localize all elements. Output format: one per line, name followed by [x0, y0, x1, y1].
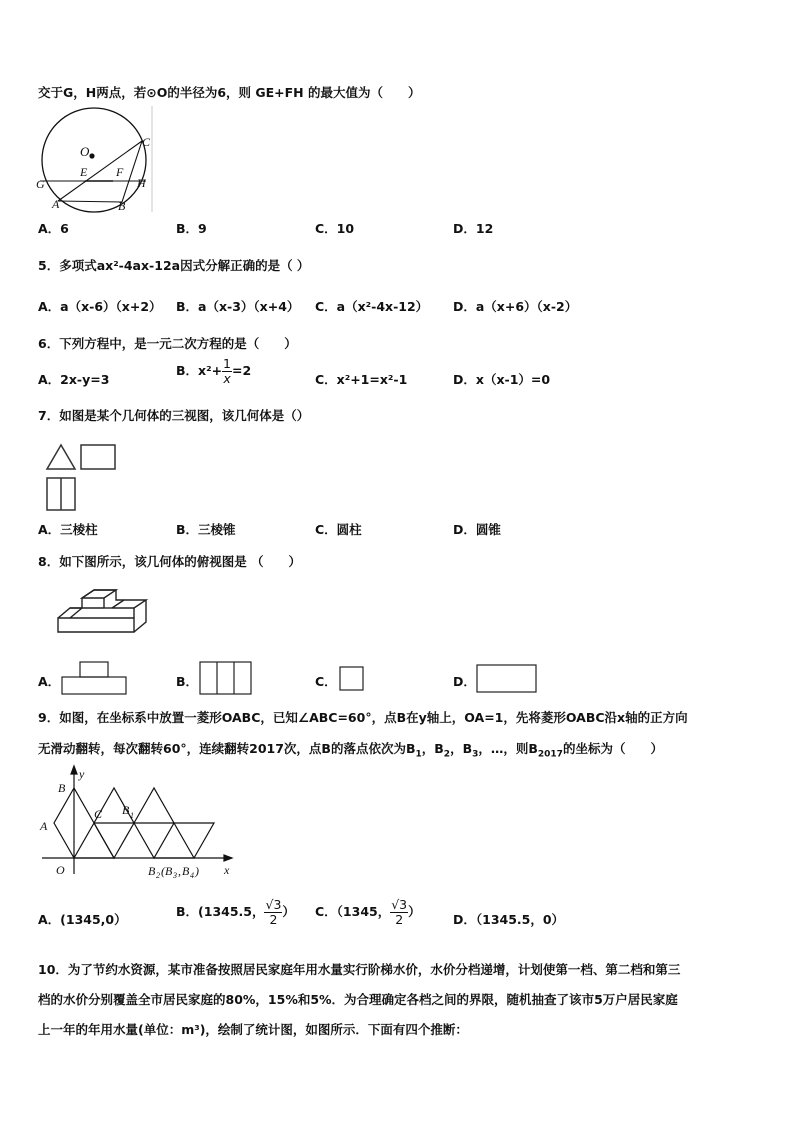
q6-option-a[interactable]: A．2x-y=3 — [38, 372, 110, 387]
q5-option-a[interactable]: A．a（x-6）（x+2） — [38, 299, 162, 314]
q5-stem: 5．多项式ax²-4ax-12a因式分解正确的是（ ） — [38, 258, 310, 273]
q9-stem-part: ，B — [450, 741, 473, 756]
fraction-denominator: x — [223, 370, 231, 386]
q9-stem-part: ，B — [421, 741, 444, 756]
fraction-numerator: 1 — [223, 356, 231, 371]
q9-stem-part: 的坐标为（ ） — [562, 741, 663, 756]
label-F: F — [116, 165, 124, 179]
q9-stem-part: 无滑动翻转，每次翻转60°，连续翻转2017次，点B的落点依次为B — [38, 741, 416, 756]
q7-option-d[interactable]: D．圆锥 — [453, 522, 501, 537]
q9-option-b-pre: B．(1345.5， — [176, 903, 265, 919]
label-C: C — [142, 135, 151, 149]
label-B1: B — [122, 803, 130, 817]
q6-option-b[interactable] — [176, 357, 251, 386]
label-C: C — [94, 807, 103, 821]
label-A: A — [52, 197, 60, 211]
label-B2-sub: 2 — [156, 871, 160, 880]
label-H: H — [137, 176, 146, 190]
q9-option-c-pre: C．（1345， — [315, 903, 391, 919]
q9-option-c-post: ） — [408, 903, 421, 919]
label-G: G — [36, 177, 45, 191]
q6-option-b-post: =2 — [232, 362, 252, 378]
label-B: B — [118, 199, 126, 213]
q8-option-d-label[interactable]: D． — [453, 674, 476, 689]
label-A: A — [40, 819, 48, 833]
q8-option-c-label[interactable]: C． — [315, 674, 337, 689]
q8-option-a-figure[interactable] — [60, 660, 128, 696]
q9-option-a[interactable]: A．(1345,0） — [38, 912, 127, 927]
fraction-denominator: 2 — [395, 911, 404, 927]
q8-option-b-label[interactable]: B． — [176, 674, 199, 689]
q10-line1: 10．为了节约水资源，某市准备按照居民家庭年用水量实行阶梯水价，水价分档递增，计划使第一档、第二档和第三 — [38, 962, 681, 977]
q4-stem: 交于G，H两点，若⊙O的半径为6，则 GE+FH 的最大值为（ ） — [38, 85, 421, 100]
svg-text:): ) — [195, 864, 199, 878]
q6-option-c[interactable]: C．x²+1=x²-1 — [315, 372, 408, 387]
q4-option-d[interactable]: D．12 — [453, 221, 494, 236]
sub-2: 2 — [443, 749, 451, 760]
label-B: B — [58, 781, 66, 795]
label-B4: B — [182, 864, 190, 878]
fraction-numerator: √3 — [265, 897, 282, 912]
svg-text:,: , — [178, 864, 181, 878]
q8-solid-figure — [56, 588, 156, 636]
q6-stem: 6．下列方程中，是一元二次方程的是（ ） — [38, 336, 297, 351]
q9-stem-part: ，…，则B — [478, 741, 538, 756]
q9-option-b-post: ） — [282, 903, 295, 919]
fraction-numerator: √3 — [391, 897, 408, 912]
sub-3: 3 — [472, 749, 479, 760]
q6-option-b-pre: B．x²+ — [176, 362, 223, 378]
label-B2: B — [148, 864, 156, 878]
fraction-denominator: 2 — [269, 911, 278, 927]
label-E: E — [80, 165, 88, 179]
q9-option-d[interactable]: D．（1345.5，0） — [453, 912, 565, 927]
q4-circle-figure — [36, 104, 156, 214]
q8-stem: 8．如下图所示，该几何体的俯视图是 （ ） — [38, 554, 302, 569]
q9-stem-line1: 9．如图，在坐标系中放置一菱形OABC，已知∠ABC=60°，点B在y轴上，OA=1，先将菱形OABC沿x轴的正方向 — [38, 710, 688, 725]
q5-option-b[interactable]: B．a（x-3）（x+4） — [176, 299, 300, 314]
q5-option-c[interactable]: C．a（x²-4x-12） — [315, 299, 429, 314]
q7-option-c[interactable]: C．圆柱 — [315, 522, 362, 537]
q7-three-views-figure — [44, 442, 120, 514]
q9-option-c[interactable] — [315, 898, 421, 927]
q6-option-d[interactable]: D．x（x-1）=0 — [453, 372, 551, 387]
q9-stem-line2 — [38, 739, 663, 760]
q9-option-b[interactable] — [176, 898, 295, 927]
q5-option-d[interactable]: D．a（x+6）（x-2） — [453, 299, 578, 314]
label-y: y — [79, 767, 85, 781]
q6-fraction — [222, 357, 232, 386]
q9-option-c-fraction — [390, 898, 408, 927]
q8-option-d-figure[interactable] — [475, 663, 539, 695]
label-B4-sub: 4 — [190, 871, 194, 880]
label-B1-sub: 1 — [130, 811, 134, 820]
q4-option-a[interactable]: A．6 — [38, 221, 69, 236]
q7-option-a[interactable]: A．三棱柱 — [38, 522, 98, 537]
q10-line2: 档的水价分别覆盖全市居民家庭的80%，15%和5%．为合理确定各档之间的界限，随机抽查了该市5万户居民家庭 — [38, 992, 678, 1007]
q9-option-b-fraction — [264, 898, 282, 927]
q8-option-b-figure[interactable] — [198, 660, 254, 696]
label-O: O — [56, 863, 65, 877]
q9-rhombus-figure — [34, 762, 244, 882]
label-B3-sub: 3 — [173, 871, 177, 880]
sub-1: 1 — [415, 749, 422, 760]
label-B3: B — [165, 864, 173, 878]
label-x: x — [224, 863, 230, 877]
label-O: O — [80, 144, 90, 159]
q7-stem: 7．如图是某个几何体的三视图，该几何体是（） — [38, 408, 310, 423]
q7-option-b[interactable]: B．三棱锥 — [176, 522, 236, 537]
q8-option-a-label[interactable]: A． — [38, 674, 61, 689]
svg-text:(: ( — [161, 864, 165, 878]
sub-2017: 2017 — [537, 749, 563, 760]
q8-option-c-figure[interactable] — [338, 665, 366, 693]
q4-option-b[interactable]: B．9 — [176, 221, 207, 236]
q4-option-c[interactable]: C．10 — [315, 221, 355, 236]
q10-line3: 上一年的年用水量(单位：m³)，绘制了统计图，如图所示．下面有四个推断： — [38, 1022, 468, 1037]
